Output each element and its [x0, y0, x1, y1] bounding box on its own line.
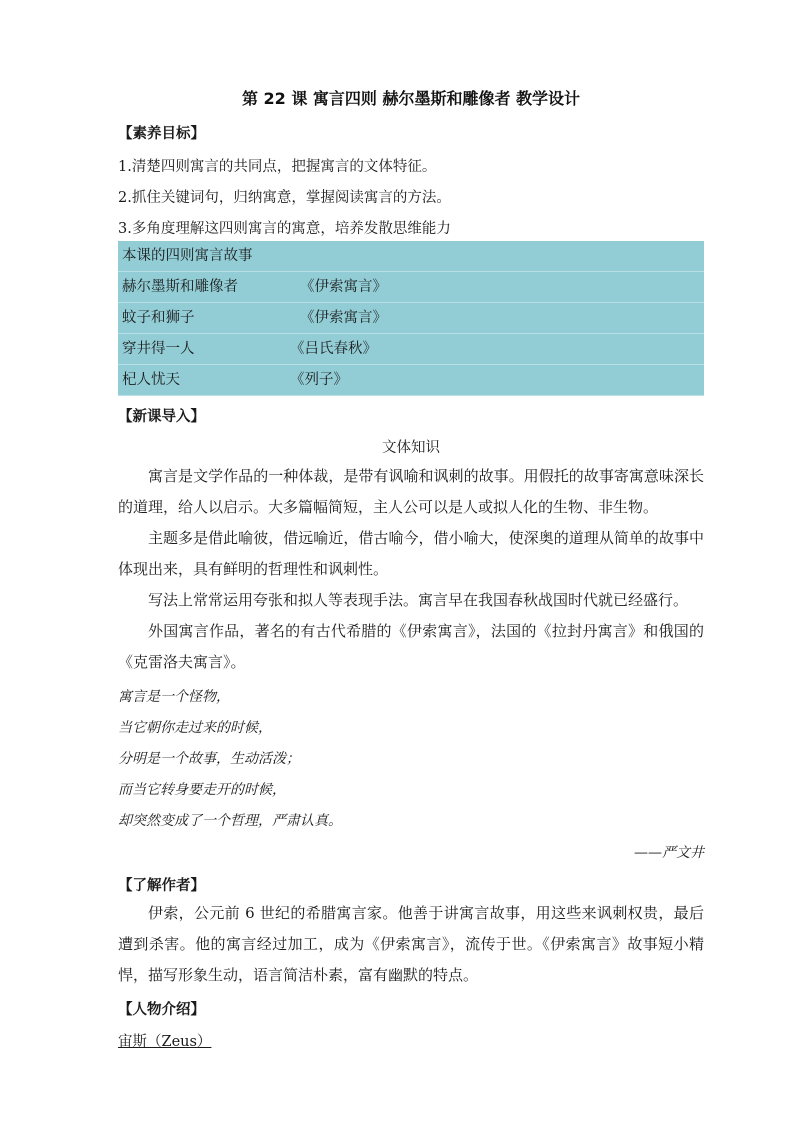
- goals-heading: 【素养目标】: [118, 126, 205, 142]
- fable-name: 赫尔墨斯和雕像者: [122, 279, 238, 295]
- table-header: 本课的四则寓言故事: [122, 248, 253, 264]
- poem-line: 却突然变成了一个哲理，严肃认真。: [118, 813, 342, 829]
- goal-item: 2.抓住关键词句，归纳寓意，掌握阅读寓言的方法。: [118, 190, 451, 206]
- fable-name: 穿井得一人: [122, 341, 195, 357]
- fable-source: 《伊索寓言》: [300, 279, 387, 295]
- author-paragraph: 伊索，公元前 6 世纪的希腊寓言家。他善于讲寓言故事，用这些来讽刺权贵，最后遭到杀害。他的寓言经过加工，成为《伊索寓言》，流传于世。《伊索寓言》故事短小精悍，描写形象生动，语言简洁朴素，富有幽默的特点。: [118, 904, 704, 984]
- fable-source: 《列子》: [290, 372, 348, 388]
- genre-title: 文体知识: [382, 440, 440, 456]
- fable-source: 《伊索寓言》: [300, 310, 387, 326]
- table-row: [118, 334, 704, 365]
- intro-heading: 【新课导入】: [118, 409, 205, 425]
- page-title: 第 22 课 寓言四则 赫尔墨斯和雕像者 教学设计: [241, 89, 581, 108]
- character-heading: 【人物介绍】: [118, 1002, 205, 1018]
- poem-line: 而当它转身要走开的时候，: [118, 782, 286, 798]
- paragraph: 主题多是借此喻彼，借远喻近，借古喻今，借小喻大，使深奥的道理从简单的故事中体现出来，具有鲜明的哲理性和讽刺性。: [118, 529, 704, 578]
- fables-table: [118, 241, 704, 396]
- table-row: [118, 272, 704, 303]
- fable-name: 杞人忧天: [122, 372, 180, 388]
- fable-name: 蚊子和狮子: [122, 310, 195, 326]
- paragraph: 寓言是文学作品的一种体裁，是带有讽喻和讽刺的故事。用假托的故事寄寓意味深长的道理，给人以启示。大多篇幅简短，主人公可以是人或拟人化的生物、非生物。: [118, 467, 704, 516]
- author-heading: 【了解作者】: [118, 878, 205, 894]
- character-link[interactable]: 宙斯（Zeus）: [118, 1034, 212, 1050]
- fable-source: 《吕氏春秋》: [290, 341, 377, 357]
- table-row: [118, 303, 704, 334]
- poem-line: 当它朝你走过来的时候，: [118, 720, 272, 736]
- poem-line: 寓言是一个怪物，: [118, 689, 230, 705]
- paragraph: 写法上常常运用夸张和拟人等表现手法。寓言早在我国春秋战国时代就已经盛行。: [148, 591, 689, 609]
- goal-item: 1.清楚四则寓言的共同点，把握寓言的文体特征。: [118, 159, 437, 175]
- poem-author: ——严文井: [634, 845, 704, 861]
- poem-line: 分明是一个故事，生动活泼；: [118, 751, 300, 767]
- goal-item: 3.多角度理解这四则寓言的寓意，培养发散思维能力: [118, 221, 451, 237]
- table-row: [118, 365, 704, 396]
- paragraph: 外国寓言作品，著名的有古代希腊的《伊索寓言》，法国的《拉封丹寓言》和俄国的《克雷洛夫寓言》。: [118, 622, 704, 671]
- table-header-row: [118, 241, 704, 272]
